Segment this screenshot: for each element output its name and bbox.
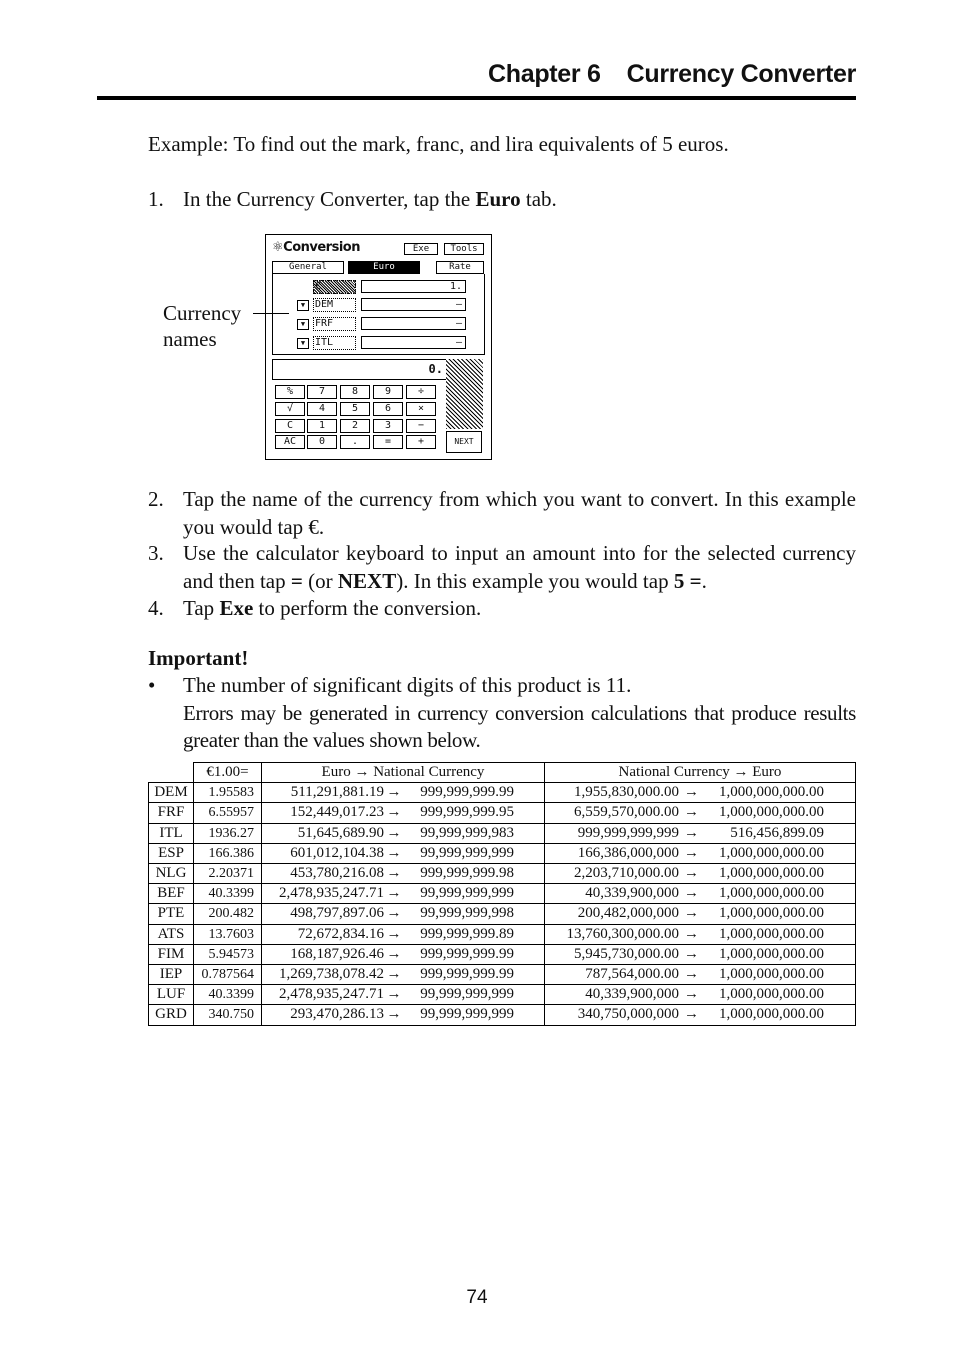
- currency-code: PTE: [149, 904, 194, 924]
- step-text: Tap the name of the currency from which you want to convert. In this example you would tap: [183, 487, 856, 539]
- euro-to-national-cell: [262, 823, 545, 843]
- currency-row: [291, 336, 481, 349]
- national-to-euro-cell: [544, 904, 855, 924]
- tab-rate[interactable]: Rate: [436, 261, 484, 274]
- important-line: The number of significant digits of this product is 11.: [183, 673, 632, 697]
- step-number: 1.: [148, 187, 164, 211]
- calc-key[interactable]: C: [275, 419, 305, 433]
- currency-code: ITL: [149, 823, 194, 843]
- euro-from-value: 453,780,216.08: [290, 865, 384, 882]
- tools-button[interactable]: Tools: [444, 243, 484, 255]
- euro-from-value: 2,478,935,247.71: [279, 986, 384, 1003]
- example-text: Example: To find out the mark, franc, and lira equivalents of 5 euros.: [148, 132, 729, 156]
- table-row: [149, 864, 856, 884]
- national-to-euro-cell: [544, 803, 855, 823]
- exchange-rate: 5.94573: [194, 944, 262, 964]
- calc-key[interactable]: 1: [307, 419, 337, 433]
- national-to-euro-cell: [544, 884, 855, 904]
- national-to-euro-cell: [544, 864, 855, 884]
- important-heading: Important!: [148, 646, 249, 670]
- euro-to-value: 516,456,899.09: [730, 824, 824, 841]
- arrow-icon: →: [386, 925, 402, 942]
- euro-from-value: 168,187,926.46: [290, 945, 384, 962]
- arrow-icon: →: [683, 986, 699, 1003]
- currency-value: –: [361, 317, 466, 330]
- scroll-pattern: [446, 359, 483, 429]
- national-to-value: 999,999,999.95: [420, 804, 514, 821]
- euro-to-national-cell: [262, 843, 545, 863]
- national-from-value: 166,386,000,000: [577, 844, 679, 861]
- national-from-value: 200,482,000,000: [577, 905, 679, 922]
- national-to-euro-cell: [544, 985, 855, 1005]
- calc-key[interactable]: %: [275, 385, 305, 399]
- currency-code: NLG: [149, 864, 194, 884]
- national-from-value: 40,339,900,000: [585, 885, 679, 902]
- euro-from-value: 152,449,017.23: [290, 804, 384, 821]
- arrow-icon: →: [386, 865, 402, 882]
- calc-key[interactable]: 6: [373, 402, 403, 416]
- euro-to-value: 1,000,000,000.00: [718, 986, 824, 1003]
- national-to-value: 99,999,999,999: [420, 885, 514, 902]
- arrow-icon: →: [386, 986, 402, 1003]
- device-title: Conversion: [283, 240, 360, 255]
- arrow-icon: →: [386, 844, 402, 861]
- calc-key[interactable]: +: [406, 435, 436, 449]
- exchange-rate: 166.386: [194, 843, 262, 863]
- arrow-icon: →: [386, 1006, 402, 1023]
- exchange-rate: 340.750: [194, 1005, 262, 1025]
- step-text: Tap: [183, 596, 220, 620]
- table-row: [149, 884, 856, 904]
- currency-name[interactable]: FRF: [313, 317, 356, 331]
- calc-key[interactable]: .: [340, 435, 370, 449]
- currency-code: GRD: [149, 1005, 194, 1025]
- calc-key[interactable]: 0: [307, 435, 337, 449]
- step-3: [148, 540, 856, 595]
- calc-key[interactable]: ×: [406, 402, 436, 416]
- currency-value: –: [361, 336, 466, 349]
- table-row: [149, 924, 856, 944]
- euro-to-national-cell: [262, 904, 545, 924]
- important-bullet: [148, 672, 856, 755]
- exchange-rate: 200.482: [194, 904, 262, 924]
- calc-key[interactable]: 2: [340, 419, 370, 433]
- callout-label: [163, 300, 241, 352]
- currency-value: –: [361, 298, 466, 311]
- step-text: to perform the conversion.: [253, 596, 482, 620]
- euro-to-national-header: Euro → National Currency: [262, 763, 545, 783]
- national-to-euro-cell: [544, 823, 855, 843]
- arrow-icon: →: [683, 865, 699, 882]
- chapter-label: Chapter 6: [487, 60, 601, 88]
- arrow-icon: →: [683, 1006, 699, 1023]
- rate-header: €1.00=: [194, 763, 262, 783]
- step-text: Use the calculator keyboard to input an amount into for the selected currency and then tap: [183, 541, 856, 593]
- euro-to-national-cell: [262, 783, 545, 803]
- tab-general[interactable]: General: [272, 261, 344, 274]
- national-to-value: 99,999,999,999: [420, 844, 514, 861]
- arrow-icon: →: [683, 784, 699, 801]
- euro-to-national-cell: [262, 864, 545, 884]
- step-number: 2.: [148, 487, 164, 511]
- euro-from-value: 601,012,104.38: [290, 844, 384, 861]
- bullet-icon: •: [148, 673, 156, 697]
- national-from-value: 1,955,830,000.00: [573, 784, 679, 801]
- calc-key[interactable]: 3: [373, 419, 403, 433]
- currency-value: 1.: [361, 280, 466, 293]
- tab-euro[interactable]: Euro: [348, 261, 420, 274]
- arrow-icon: →: [386, 784, 402, 801]
- euro-to-value: 1,000,000,000.00: [718, 905, 824, 922]
- currency-panel: [272, 274, 485, 355]
- national-to-euro-cell: [544, 944, 855, 964]
- euro-to-national-cell: [262, 985, 545, 1005]
- currency-code: FRF: [149, 803, 194, 823]
- empty-header-cell: [149, 763, 194, 783]
- important-line: Errors may be generated in currency conversion calculations that produce results greater than the values shown below.: [183, 700, 856, 752]
- euro-to-national-cell: [262, 884, 545, 904]
- exchange-rate: 40.3399: [194, 985, 262, 1005]
- euro-to-value: 1,000,000,000.00: [718, 865, 824, 882]
- calc-key[interactable]: −: [406, 419, 436, 433]
- step-bold: =: [290, 568, 303, 593]
- conversion-title: [272, 240, 360, 255]
- euro-from-value: 498,797,897.06: [290, 905, 384, 922]
- national-to-value: 999,999,999.99: [420, 945, 514, 962]
- euro-to-national-cell: [262, 803, 545, 823]
- national-to-value: 999,999,999.99: [420, 784, 514, 801]
- calc-key[interactable]: 8: [340, 385, 370, 399]
- conversion-table: [148, 762, 856, 1026]
- national-to-euro-cell: [544, 1005, 855, 1025]
- currency-row: [291, 280, 481, 293]
- currency-code: ESP: [149, 843, 194, 863]
- arrow-icon: →: [683, 925, 699, 942]
- arrow-icon: →: [683, 824, 699, 841]
- table-row: [149, 944, 856, 964]
- currency-row: [291, 317, 481, 330]
- national-from-value: 5,945,730,000.00: [573, 945, 679, 962]
- euro-from-value: 72,672,834.16: [297, 925, 384, 942]
- euro-to-value: 1,000,000,000.00: [718, 925, 824, 942]
- calc-key[interactable]: ÷: [406, 385, 436, 399]
- national-to-euro-cell: [544, 843, 855, 863]
- euro-from-value: 51,645,689.90: [297, 824, 384, 841]
- arrow-icon: →: [386, 824, 402, 841]
- step-text: tab.: [520, 187, 557, 211]
- table-row: [149, 904, 856, 924]
- arrow-icon: →: [683, 966, 699, 983]
- euro-to-national-cell: [262, 944, 545, 964]
- arrow-icon: →: [386, 966, 402, 983]
- euro-from-value: 293,470,286.13: [290, 1006, 384, 1023]
- exchange-rate: 6.55957: [194, 803, 262, 823]
- arrow-icon: →: [683, 945, 699, 962]
- euro-to-national-cell: [262, 1005, 545, 1025]
- arrow-icon: →: [386, 804, 402, 821]
- arrow-icon: →: [386, 905, 402, 922]
- national-to-value: 99,999,999,983: [420, 824, 514, 841]
- euro-to-value: 1,000,000,000.00: [718, 844, 824, 861]
- step-bold: Exe: [219, 596, 254, 620]
- national-from-value: 13,760,300,000.00: [566, 925, 679, 942]
- euro-to-value: 1,000,000,000.00: [718, 784, 824, 801]
- step-text: .: [701, 568, 707, 593]
- euro-to-value: 1,000,000,000.00: [718, 966, 824, 983]
- exe-button[interactable]: Exe: [404, 243, 438, 255]
- national-to-value: 999,999,999.99: [420, 966, 514, 983]
- converter-icon: ⚛: [272, 240, 284, 255]
- calculator-display: 0.: [272, 359, 448, 380]
- national-to-value: 99,999,999,999: [420, 1006, 514, 1023]
- table-row: [149, 1005, 856, 1025]
- euro-symbol: €: [308, 514, 319, 539]
- national-to-value: 99,999,999,998: [420, 905, 514, 922]
- exchange-rate: 40.3399: [194, 884, 262, 904]
- dropdown-icon[interactable]: ▼: [297, 319, 309, 330]
- currency-name[interactable]: €: [313, 280, 356, 294]
- euro-from-value: 1,269,738,078.42: [279, 966, 384, 983]
- national-to-value: 999,999,999.98: [420, 865, 514, 882]
- national-to-euro-cell: [544, 965, 855, 985]
- national-to-euro-cell: [544, 783, 855, 803]
- calc-key[interactable]: 5: [340, 402, 370, 416]
- chapter-title: Currency Converter: [626, 60, 856, 88]
- step-4: [148, 595, 856, 623]
- calc-key[interactable]: 4: [307, 402, 337, 416]
- header-rule: [97, 96, 856, 100]
- step-number: 4.: [148, 596, 164, 620]
- arrow-icon: →: [683, 804, 699, 821]
- national-from-value: 40,339,900,000: [585, 986, 679, 1003]
- step-2: [148, 486, 856, 541]
- arrow-icon: →: [386, 945, 402, 962]
- exchange-rate: 0.787564: [194, 965, 262, 985]
- table-row: [149, 783, 856, 803]
- step-bold: Euro: [475, 187, 521, 211]
- exchange-rate: 1936.27: [194, 823, 262, 843]
- calc-key[interactable]: =: [373, 435, 403, 449]
- step-text: In the Currency Converter, tap the: [183, 187, 476, 211]
- step-text: .: [318, 514, 325, 539]
- euro-from-value: 511,291,881.19: [290, 784, 384, 801]
- currency-name[interactable]: ITL: [313, 336, 356, 350]
- table-row: [149, 965, 856, 985]
- currency-code: DEM: [149, 783, 194, 803]
- arrow-icon: →: [386, 885, 402, 902]
- national-from-value: 999,999,999,999: [577, 824, 679, 841]
- step-text: ). In this example you would tap: [396, 568, 674, 593]
- currency-code: ATS: [149, 924, 194, 944]
- device-screenshot: [265, 234, 492, 460]
- exchange-rate: 13.7603: [194, 924, 262, 944]
- arrow-icon: →: [683, 885, 699, 902]
- chapter-header: [97, 60, 856, 89]
- calc-key[interactable]: √: [275, 402, 305, 416]
- national-from-value: 340,750,000,000: [577, 1006, 679, 1023]
- callout-leader: [253, 313, 289, 314]
- table-row: [149, 823, 856, 843]
- euro-from-value: 2,478,935,247.71: [279, 885, 384, 902]
- dropdown-icon[interactable]: ▼: [297, 300, 309, 311]
- callout-line2: names: [163, 327, 217, 351]
- national-from-value: 6,559,570,000.00: [573, 804, 679, 821]
- next-button[interactable]: NEXT: [446, 431, 482, 453]
- table-header-row: [149, 763, 856, 783]
- currency-code: LUF: [149, 985, 194, 1005]
- step-number: 3.: [148, 541, 164, 565]
- callout-line1: Currency: [163, 301, 242, 325]
- currency-name[interactable]: DEM: [313, 298, 356, 312]
- euro-to-value: 1,000,000,000.00: [718, 885, 824, 902]
- currency-code: BEF: [149, 884, 194, 904]
- arrow-icon: →: [683, 844, 699, 861]
- dropdown-icon[interactable]: ▼: [297, 338, 309, 349]
- page-number: 74: [466, 1287, 488, 1308]
- euro-to-national-cell: [262, 965, 545, 985]
- table-row: [149, 803, 856, 823]
- national-to-euro-header: National Currency → Euro: [544, 763, 855, 783]
- table-row: [149, 843, 856, 863]
- calc-key[interactable]: AC: [275, 435, 305, 449]
- currency-code: IEP: [149, 965, 194, 985]
- arrow-icon: →: [683, 905, 699, 922]
- exchange-rate: 2.20371: [194, 864, 262, 884]
- national-from-value: 787,564,000.00: [585, 966, 679, 983]
- euro-to-national-cell: [262, 924, 545, 944]
- exchange-rate: 1.95583: [194, 783, 262, 803]
- table-row: [149, 985, 856, 1005]
- calc-key[interactable]: 7: [307, 385, 337, 399]
- step-bold: 5 =: [673, 568, 702, 593]
- step-bold: NEXT: [337, 568, 397, 593]
- national-to-value: 99,999,999,999: [420, 986, 514, 1003]
- euro-to-value: 1,000,000,000.00: [718, 804, 824, 821]
- step-text: (or: [302, 568, 338, 593]
- national-to-value: 999,999,999.89: [420, 925, 514, 942]
- national-to-euro-cell: [544, 924, 855, 944]
- currency-row: [291, 298, 481, 311]
- national-from-value: 2,203,710,000.00: [573, 865, 679, 882]
- step-1: [148, 186, 856, 214]
- currency-code: FIM: [149, 944, 194, 964]
- euro-to-value: 1,000,000,000.00: [718, 1006, 824, 1023]
- calc-key[interactable]: 9: [373, 385, 403, 399]
- euro-to-value: 1,000,000,000.00: [718, 945, 824, 962]
